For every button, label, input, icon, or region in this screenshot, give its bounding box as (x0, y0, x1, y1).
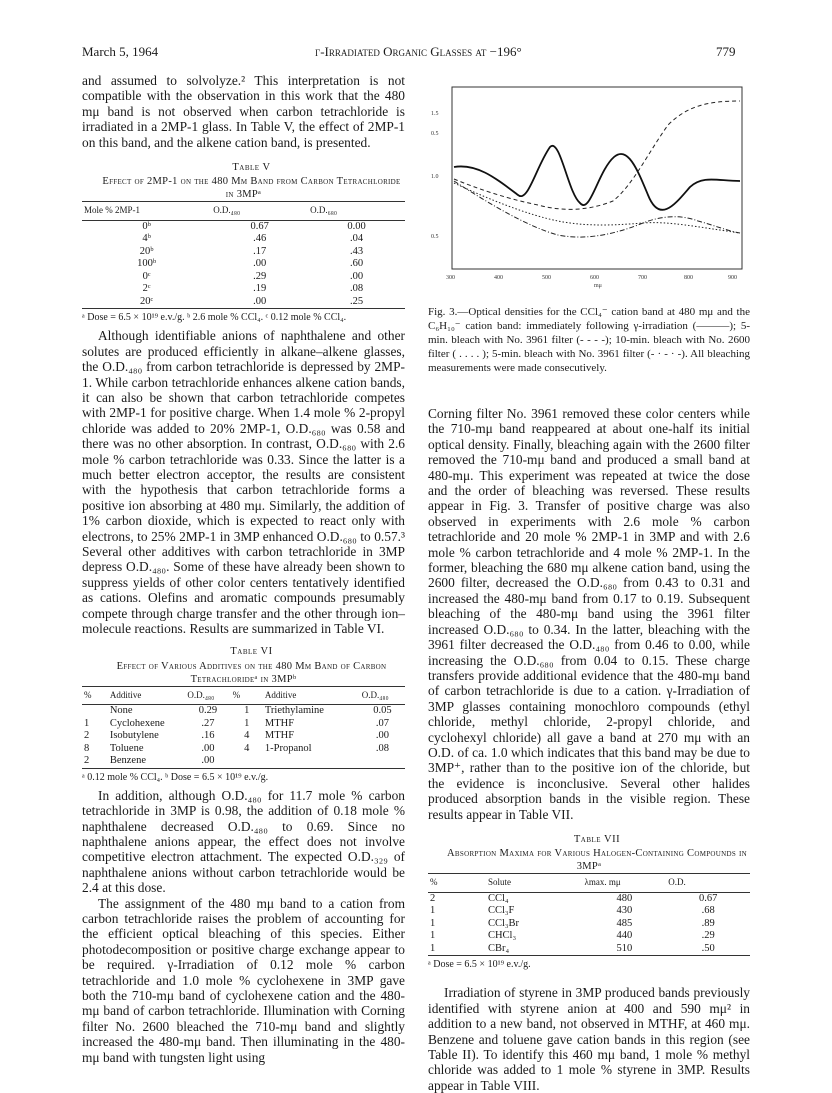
table-cell: 510 (583, 943, 667, 956)
table-cell: 1 (244, 717, 250, 729)
table-vii (428, 832, 750, 971)
table-cell: 100ᵇ (137, 258, 157, 270)
running-date: March 5, 1964 (82, 44, 159, 59)
table-cell: .50 (666, 943, 750, 956)
left-paragraph-3: In addition, although O.D.₄₈₀ for 11.7 mole % carbon tetrachloride in 3MP is 0.98, the addition of 0.18 mole % naphthalene decreased O.D.₄₈₀ to 0.69. Since no naphthalene anions appear, the effect does not involve competitive electron attachment. The expected O.D.₃₂₉ of naphthalene anions without carbon tetrachloride would be 2.4 at this dose. (82, 787, 405, 896)
table-vii-header: O.D. (666, 874, 750, 892)
x-tick-label: 500 (542, 275, 551, 281)
table-cell (82, 705, 108, 718)
table-cell (360, 755, 405, 768)
table-cell: 1 (84, 717, 90, 729)
table-cell: None (109, 705, 133, 717)
table-row (82, 283, 405, 296)
table-row (82, 296, 405, 309)
table-v-header: Mole % 2MP-1 (82, 202, 211, 220)
table-cell: Benzene (108, 755, 186, 768)
table-cell: 1-Propanol (264, 742, 312, 754)
figure-3-caption: Fig. 3.—Optical densities for the CCl₄⁻ cation band at 480 mμ and the C₆H₁₀⁻ cation band: immediately following γ-irradiation (———); 5-min. bleach with No. 3961 filter (- - - -); 10-min. bleach with No. 2600 filter ( . . . . ); 5-min. bleach with No. 3961 filter (- · - · -). All bleaching measurements were made consecutively. (428, 306, 750, 374)
table-cell: 2 (82, 755, 108, 768)
table-cell: 0ᶜ (142, 270, 151, 282)
table-cell: .00 (375, 730, 389, 742)
table-v-grid (82, 201, 405, 309)
table-cell: 0.05 (373, 705, 392, 717)
right-paragraph-1: Corning filter No. 3961 removed these color centers while the 710-mμ band reappeared at about one-half its initial optical density. Finally, bleaching again with the 2600 filter removed the 710-mμ band and produced a small band at 480-mμ. This experiment was repeated at twice the dose and the order of bleaching was reversed. These results appear in Fig. 3. Transfer of positive charge was also observed in experiments with 2.6 mole % carbon tetrachloride and 20 mole % 2MP-1 in 3MP and with 2.6 mole % carbon tetrachloride and 4 mole % 2MP-1. In the former, bleaching the 680 mμ alkene cation band, using the 2600 filter, decreased the O.D.₆₈₀ from 0.43 to 0.31 and increased the 480-mμ band from 0.17 to 0.19. Subsequent bleaching of the 480-mμ band using the 3961 filter increased O.D.₆₈₀ to 0.34. In the latter, bleaching with the 3961 filter decreased the O.D.₄₈₀ from 0.46 to 0.00, while increasing the O.D.₆₈₀ from 0.04 to 0.15. These charge transfers provide additional evidence that the 480-mμ band of carbon tetrachloride is due to a cation. γ-Irradiation of 3MP glasses containing monochloro compounds (ethyl chloride, methyl chloride, 2-propyl chloride, and cyclohexyl chloride) all gave a band at 270 mμ with an O.D. of ca. 1.0 which indicates that this band may be due to 3MP⁺, rather than to the positive ion of the chloride, but the evidence is inconclusive. Several other halides produced absorption bands in the visible region. These results appear in Table VII. (428, 406, 750, 822)
table-row (428, 943, 750, 956)
table-row (82, 755, 405, 768)
table-row (82, 258, 405, 271)
x-tick-label: 600 (590, 275, 599, 281)
table-cell: 20ᵇ (139, 245, 154, 257)
table-v-header: O.D.₆₈₀ (308, 202, 405, 220)
table-cell: .00 (211, 296, 308, 309)
table-vi-header: O.D.₄₈₀ (185, 686, 230, 704)
right-paragraph-2: Irradiation of styrene in 3MP produced bands previously identified with styrene anion at 400 and 590 mμ² in addition to a new band, not observed in MTHF, at 460 mμ. Benzene and toluene gave cation bands in this region (see Table II). To identify this 460 mμ band, 1 mole % methyl chloride was added to 1 mole % styrene in 3MP. Results appear in Table VIII. (428, 985, 750, 1093)
curve-dashed (454, 101, 740, 209)
table-cell (263, 755, 360, 768)
page-number: 779 (716, 44, 736, 59)
table-vii-header: λmax. mμ (583, 874, 667, 892)
table-cell: .00 (185, 755, 230, 768)
table-cell: .46 (253, 233, 267, 245)
table-vii-label: Table VII (573, 833, 621, 845)
table-cell: .68 (701, 905, 715, 917)
table-row (82, 271, 405, 284)
y-tick-label: 1.0 (431, 174, 439, 180)
table-cell: 0.00 (347, 220, 366, 232)
table-v-caption: Effect of 2MP-1 on the 480 Mμ Band from Carbon Tetrachloride in 3MPᵃ (102, 176, 401, 201)
table-cell: .08 (375, 742, 389, 754)
table-cell: .04 (349, 233, 364, 245)
table-v-label: Table V (232, 162, 271, 174)
table-row (428, 930, 750, 943)
figure-3-plot (428, 75, 750, 297)
curve-dash-dot (454, 181, 740, 237)
table-vi-caption: Effect of Various Additives on the 480 Mμ Band of Carbon Tetrachlorideᵃ in 3MPᵇ (116, 660, 387, 685)
table-cell: 4 (244, 730, 250, 742)
table-cell: .00 (201, 742, 215, 754)
table-vii-footnote: ᵃ Dose = 6.5 × 10¹⁹ e.v./g. (428, 959, 531, 971)
x-tick-label: 700 (638, 275, 647, 281)
table-cell: CCl₄ (487, 892, 509, 904)
table-vii-caption: Absorption Maxima for Various Halogen-Containing Compounds in 3MPᵃ (447, 848, 747, 873)
table-vi-header: Additive (108, 686, 186, 704)
table-vi-header: O.D.₄₈₀ (360, 686, 405, 704)
table-row (428, 905, 750, 918)
table-cell: Cyclohexene (109, 717, 165, 729)
running-title: γ-Irradiated Organic Glasses at −196° (315, 44, 522, 59)
table-v-header: O.D.₄₈₀ (211, 202, 308, 220)
figure-3 (428, 75, 750, 297)
x-tick-label: 800 (684, 275, 693, 281)
table-vi-header: % (231, 686, 263, 704)
table-cell: CCl₃F (487, 905, 515, 917)
table-cell: CCl₃Br (487, 917, 520, 929)
table-cell: MTHF (264, 730, 295, 742)
table-cell: 4 (244, 742, 250, 754)
table-vii-header: Solute (486, 874, 583, 892)
left-paragraph-4: The assignment of the 480 mμ band to a cation from carbon tetrachloride raises the problem of accounting for the efficient optical bleaching of this species. Either photodecomposition or positive charge exchange appear to be required. γ-Irradiation of 0.12 mole % carbon tetrachloride and 1.0 mole % cyclohexene in 3MP gave both the 710-mμ band of cyclohexene cation and the 480-mμ band of carbon tetrachloride. Illumination with Corning filter No. 2600 bleached the 710-mμ band and slightly increased the 480-mμ band. Then illuminating in the 480-mμ band with tungsten light using (82, 895, 405, 1065)
table-cell: .60 (349, 258, 364, 270)
table-row (82, 718, 405, 731)
table-cell: .27 (201, 717, 215, 729)
table-cell: .17 (253, 245, 267, 257)
curve-dotted (454, 183, 740, 233)
table-cell: 2 (84, 730, 90, 742)
table-vi-footnote: ᵃ 0.12 mole % CCl₄. ᵇ Dose = 6.5 × 10¹⁹ e.v./g. (82, 771, 269, 783)
table-vi-header: Additive (263, 686, 360, 704)
y-tick-label: 0.5 (431, 131, 439, 137)
table-v (82, 160, 405, 324)
table-vi-label: Table VI (230, 646, 273, 658)
table-cell: 480 (616, 892, 633, 904)
table-cell: 0.67 (250, 220, 269, 232)
table-cell: 1 (430, 930, 436, 942)
table-cell (231, 755, 263, 768)
table-cell: .00 (349, 270, 364, 282)
table-cell: 1 (428, 943, 486, 956)
left-paragraph-2: Although identifiable anions of naphthalene and other solutes are produced efficiently in alkane–alkene glasses, the O.D.₄₈₀ from carbon tetrachloride is depressed by 2MP-1. While carbon tetrachloride enhances alkene cation bands, it can also be shown that carbon tetrachloride competes with 2MP-1 for positive charge. When 1.4 mole % 2-propyl chloride was added to 20% 2MP-1, O.D.₆₈₀ was 0.58 and there was no other absorption. In contrast, O.D.₆₈₀ with 2.6 mole % carbon tetrachloride was 0.33. Since the latter is a much better electron acceptor, the results are consistent with the hypothesis that carbon tetrachloride forms a positive ion absorbing at 480 mμ. Similarly, the addition of 1% carbon dioxide, which is expected to react only with electrons, to 25% 2MP-1 in 3MP enhanced O.D.₆₈₀ to 0.57.³ Several other additives with carbon tetrachloride in 3MP depress O.D.₄₈₀. Some of these have already been shown to suppress yields of other color centers tentatively identified as cations. Olefins and aromatic compounds presumably compete through charge transfer and the other through ion–molecule reactions. Results are summarized in Table VI. (82, 328, 405, 637)
curve-solid (454, 146, 740, 210)
table-cell: .89 (701, 917, 715, 929)
table-cell: Triethylamine (264, 705, 324, 717)
table-cell: .25 (308, 296, 405, 309)
table-cell: 2ᶜ (142, 283, 151, 295)
table-vii-header: % (428, 874, 486, 892)
y-tick-label: 0.5 (431, 234, 439, 240)
table-vi-grid (82, 686, 405, 769)
table-cell: .29 (701, 930, 715, 942)
table-row (82, 246, 405, 259)
table-cell: 440 (616, 930, 633, 942)
table-row (82, 220, 405, 233)
table-cell: .07 (375, 717, 389, 729)
table-cell: 1 (244, 705, 250, 717)
right-column (428, 406, 750, 1093)
table-row (82, 730, 405, 743)
table-row (82, 233, 405, 246)
table-cell: .43 (349, 245, 364, 257)
table-cell: CHCl₃ (487, 930, 517, 942)
table-cell: 1 (430, 917, 436, 929)
table-cell: 8 (84, 742, 90, 754)
table-cell: .29 (253, 270, 267, 282)
table-cell: 0.29 (198, 705, 218, 717)
table-vi (82, 644, 405, 783)
table-cell: 0ᵇ (142, 220, 151, 232)
table-cell: .08 (349, 283, 364, 295)
x-tick-label: 300 (446, 275, 455, 281)
table-row (82, 743, 405, 756)
table-cell: 485 (616, 917, 633, 929)
x-tick-label: 900 (728, 275, 737, 281)
table-row (82, 705, 405, 718)
table-row (428, 892, 750, 905)
table-cell: 0.67 (698, 892, 718, 904)
table-vi-header: % (82, 686, 108, 704)
table-cell: 430 (616, 905, 633, 917)
x-tick-label: 400 (494, 275, 503, 281)
table-cell: .16 (201, 730, 215, 742)
table-cell: .19 (253, 283, 267, 295)
table-cell: Toluene (109, 742, 144, 754)
left-column (82, 73, 405, 1065)
left-paragraph-1: and assumed to solvolyze.² This interpretation is not compatible with the observation in this work that the 480 mμ band is not observed when carbon tetrachloride is irradiated in a 2MP-1 glass. In Table V, the effect of 2MP-1 on this band, and the alkene cation band, is presented. (82, 73, 405, 150)
y-tick-label: 1.5 (431, 111, 439, 117)
table-v-footnote: ᵃ Dose = 6.5 × 10¹⁹ e.v./g. ᵇ 2.6 mole % CCl₄. ᶜ 0.12 mole % CCl₄. (82, 312, 347, 324)
table-vii-grid (428, 873, 750, 956)
x-axis-unit: mμ (594, 283, 602, 289)
table-cell: 2 (430, 892, 436, 904)
table-cell: .00 (253, 258, 267, 270)
table-cell: MTHF (264, 717, 295, 729)
table-cell: 4ᵇ (142, 233, 151, 245)
table-cell: 20ᶜ (82, 296, 211, 309)
table-cell: CBr₄ (486, 943, 583, 956)
table-cell: Isobutylene (109, 730, 159, 742)
table-row (428, 918, 750, 931)
table-cell: 1 (430, 905, 436, 917)
